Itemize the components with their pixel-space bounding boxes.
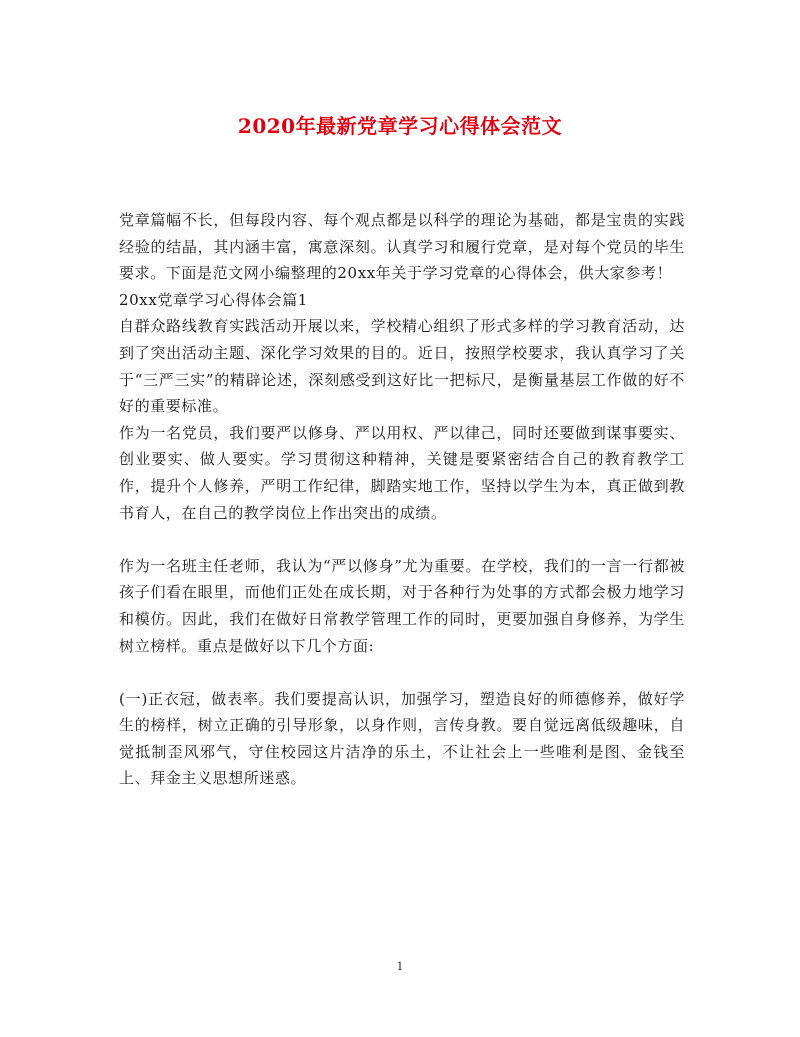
body-paragraph-1: 自群众路线教育实践活动开展以来，学校精心组织了形式多样的学习教育活动，达到了突出活动主题、深化学习效果的目的。近日，按照学校要求，我认真学习了关于“三严三实”的精辟论述，深刻感受到这好比一把标尺，是衡量基层工作做的好不好的重要标准。 xyxy=(119,317,685,416)
paragraph-gap xyxy=(119,659,685,686)
intro-paragraph: 党章篇幅不长，但每段内容、每个观点都是以科学的理论为基础，都是宝贵的实践经验的结晶，其内涵丰富，寓意深刻。认真学习和履行党章，是对每个党员的毕生要求。下面是范文网小编整理的20xx年关于学习党章的心得体会，供大家参考！ xyxy=(119,211,685,283)
paragraph-gap xyxy=(119,526,685,553)
body-paragraph-3: 作为一名班主任老师，我认为“严以修身”尤为重要。在学校，我们的一言一行都被孩子们看在眼里，而他们正处在成长期，对于各种行为处事的方式都会极力地学习和模仿。因此，我们在做好日常教学管理工作的同时，更要加强自身修养，为学生树立榜样。重点是做好以下几个方面: xyxy=(119,556,685,655)
document-title: 2020年最新党章学习心得体会范文 xyxy=(237,114,563,138)
section-heading: 20xx党章学习心得体会篇1 xyxy=(119,290,308,309)
document-body xyxy=(119,207,685,792)
body-paragraph-2: 作为一名党员，我们要严以修身、严以用权、严以律己，同时还要做到谋事要实、创业要实、做人要实。学习贯彻这种精神，关键是要紧密结合自己的教育教学工作，提升个人修养，严明工作纪律，脚踏实地工作，坚持以学生为本，真正做到教书育人，在自己的教学岗位上作出突出的成绩。 xyxy=(119,423,685,522)
page-number: 1 xyxy=(396,960,404,973)
body-paragraph-4: (一)正衣冠，做表率。我们要提高认识，加强学习，塑造良好的师德修养，做好学生的榜样，树立正确的引导形象，以身作则，言传身教。要自觉远离低级趣味，自觉抵制歪风邪气，守住校园这片洁净的乐土，不让社会上一些唯利是图、金钱至上、拜金主义思想所迷惑。 xyxy=(119,689,685,788)
